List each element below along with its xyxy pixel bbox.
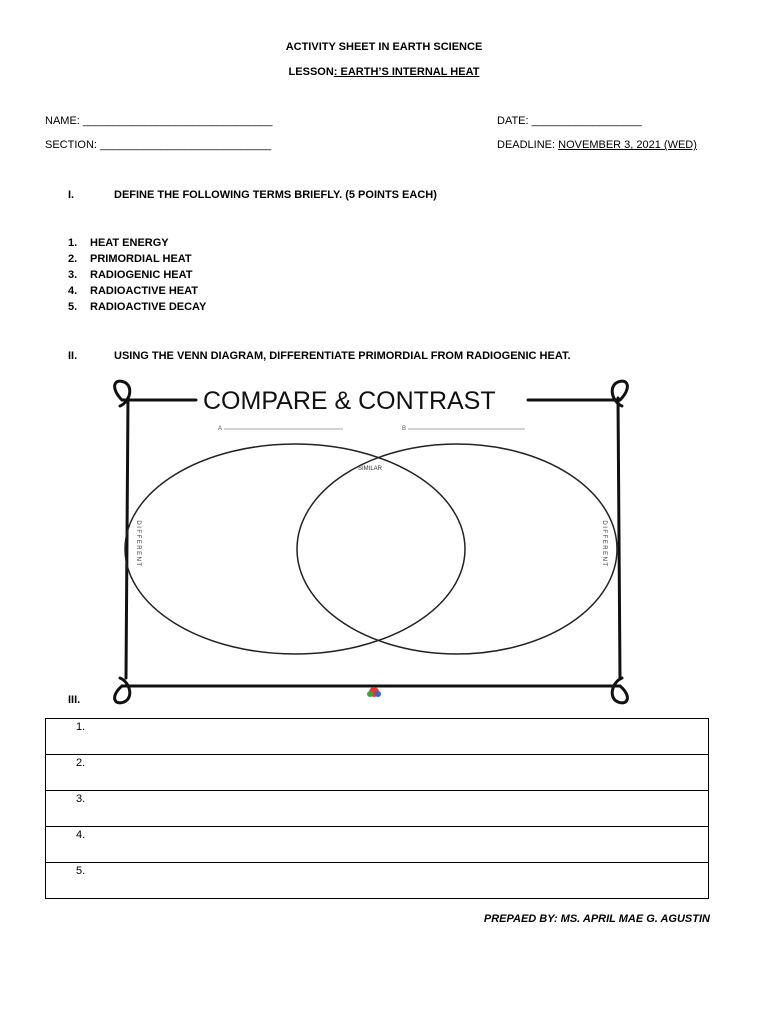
venn-similar-label: SIMILAR: [357, 466, 383, 472]
answer-cell: 2.: [46, 755, 709, 791]
list-item: 5. RADIOACTIVE DECAY: [68, 301, 207, 313]
prepared-by: PREPAED BY: MS. APRIL MAE G. AGUSTIN: [483, 913, 710, 925]
list-item: 2. PRIMORDIAL HEAT: [68, 253, 192, 265]
part1-instruction: DEFINE THE FOLLOWING TERMS BRIEFLY. (5 POINTS EACH): [114, 189, 437, 201]
deadline-label: DEADLINE:: [497, 139, 559, 151]
section-field: SECTION: ____________________________: [45, 139, 272, 151]
table-row: [46, 791, 709, 827]
answer-cell: 1.: [46, 719, 709, 755]
lesson-line: [0, 66, 768, 78]
venn-different-left: DIFFERENT: [135, 520, 141, 568]
table-row: [46, 755, 709, 791]
list-item: 3. RADIOGENIC HEAT: [68, 269, 193, 281]
answer-cell: 4.: [46, 827, 709, 863]
table-row: [46, 863, 709, 899]
venn-title: COMPARE & CONTRAST: [203, 387, 496, 415]
name-field: NAME: _______________________________: [45, 115, 273, 127]
venn-diagram: [108, 378, 636, 706]
deadline-value: NOVEMBER 3, 2021 (WED): [558, 139, 697, 151]
answer-table: [45, 718, 709, 899]
part2-instruction: USING THE VENN DIAGRAM, DIFFERENTIATE PRIMORDIAL FROM RADIOGENIC HEAT.: [114, 350, 571, 362]
answer-cell: 3.: [46, 791, 709, 827]
lesson-prefix: LESSON: [288, 66, 334, 78]
venn-label-b: B: [402, 426, 407, 432]
lesson-topic: : EARTH’S INTERNAL HEAT: [333, 66, 480, 78]
table-row: [46, 827, 709, 863]
table-row: [46, 719, 709, 755]
deadline-field: [497, 139, 697, 151]
date-field: DATE: __________________: [497, 115, 642, 127]
list-item: 1. HEAT ENERGY: [68, 237, 169, 249]
venn-label-a: A: [218, 426, 223, 432]
venn-different-right: DIFFERENT: [601, 520, 607, 568]
list-item: 4. RADIOACTIVE HEAT: [68, 285, 198, 297]
part3-numeral: III.: [68, 694, 81, 706]
sheet-title: ACTIVITY SHEET IN EARTH SCIENCE: [285, 41, 483, 53]
part2-numeral: II.: [68, 350, 78, 362]
part1-numeral: I.: [68, 189, 75, 201]
answer-cell: 5.: [46, 863, 709, 899]
